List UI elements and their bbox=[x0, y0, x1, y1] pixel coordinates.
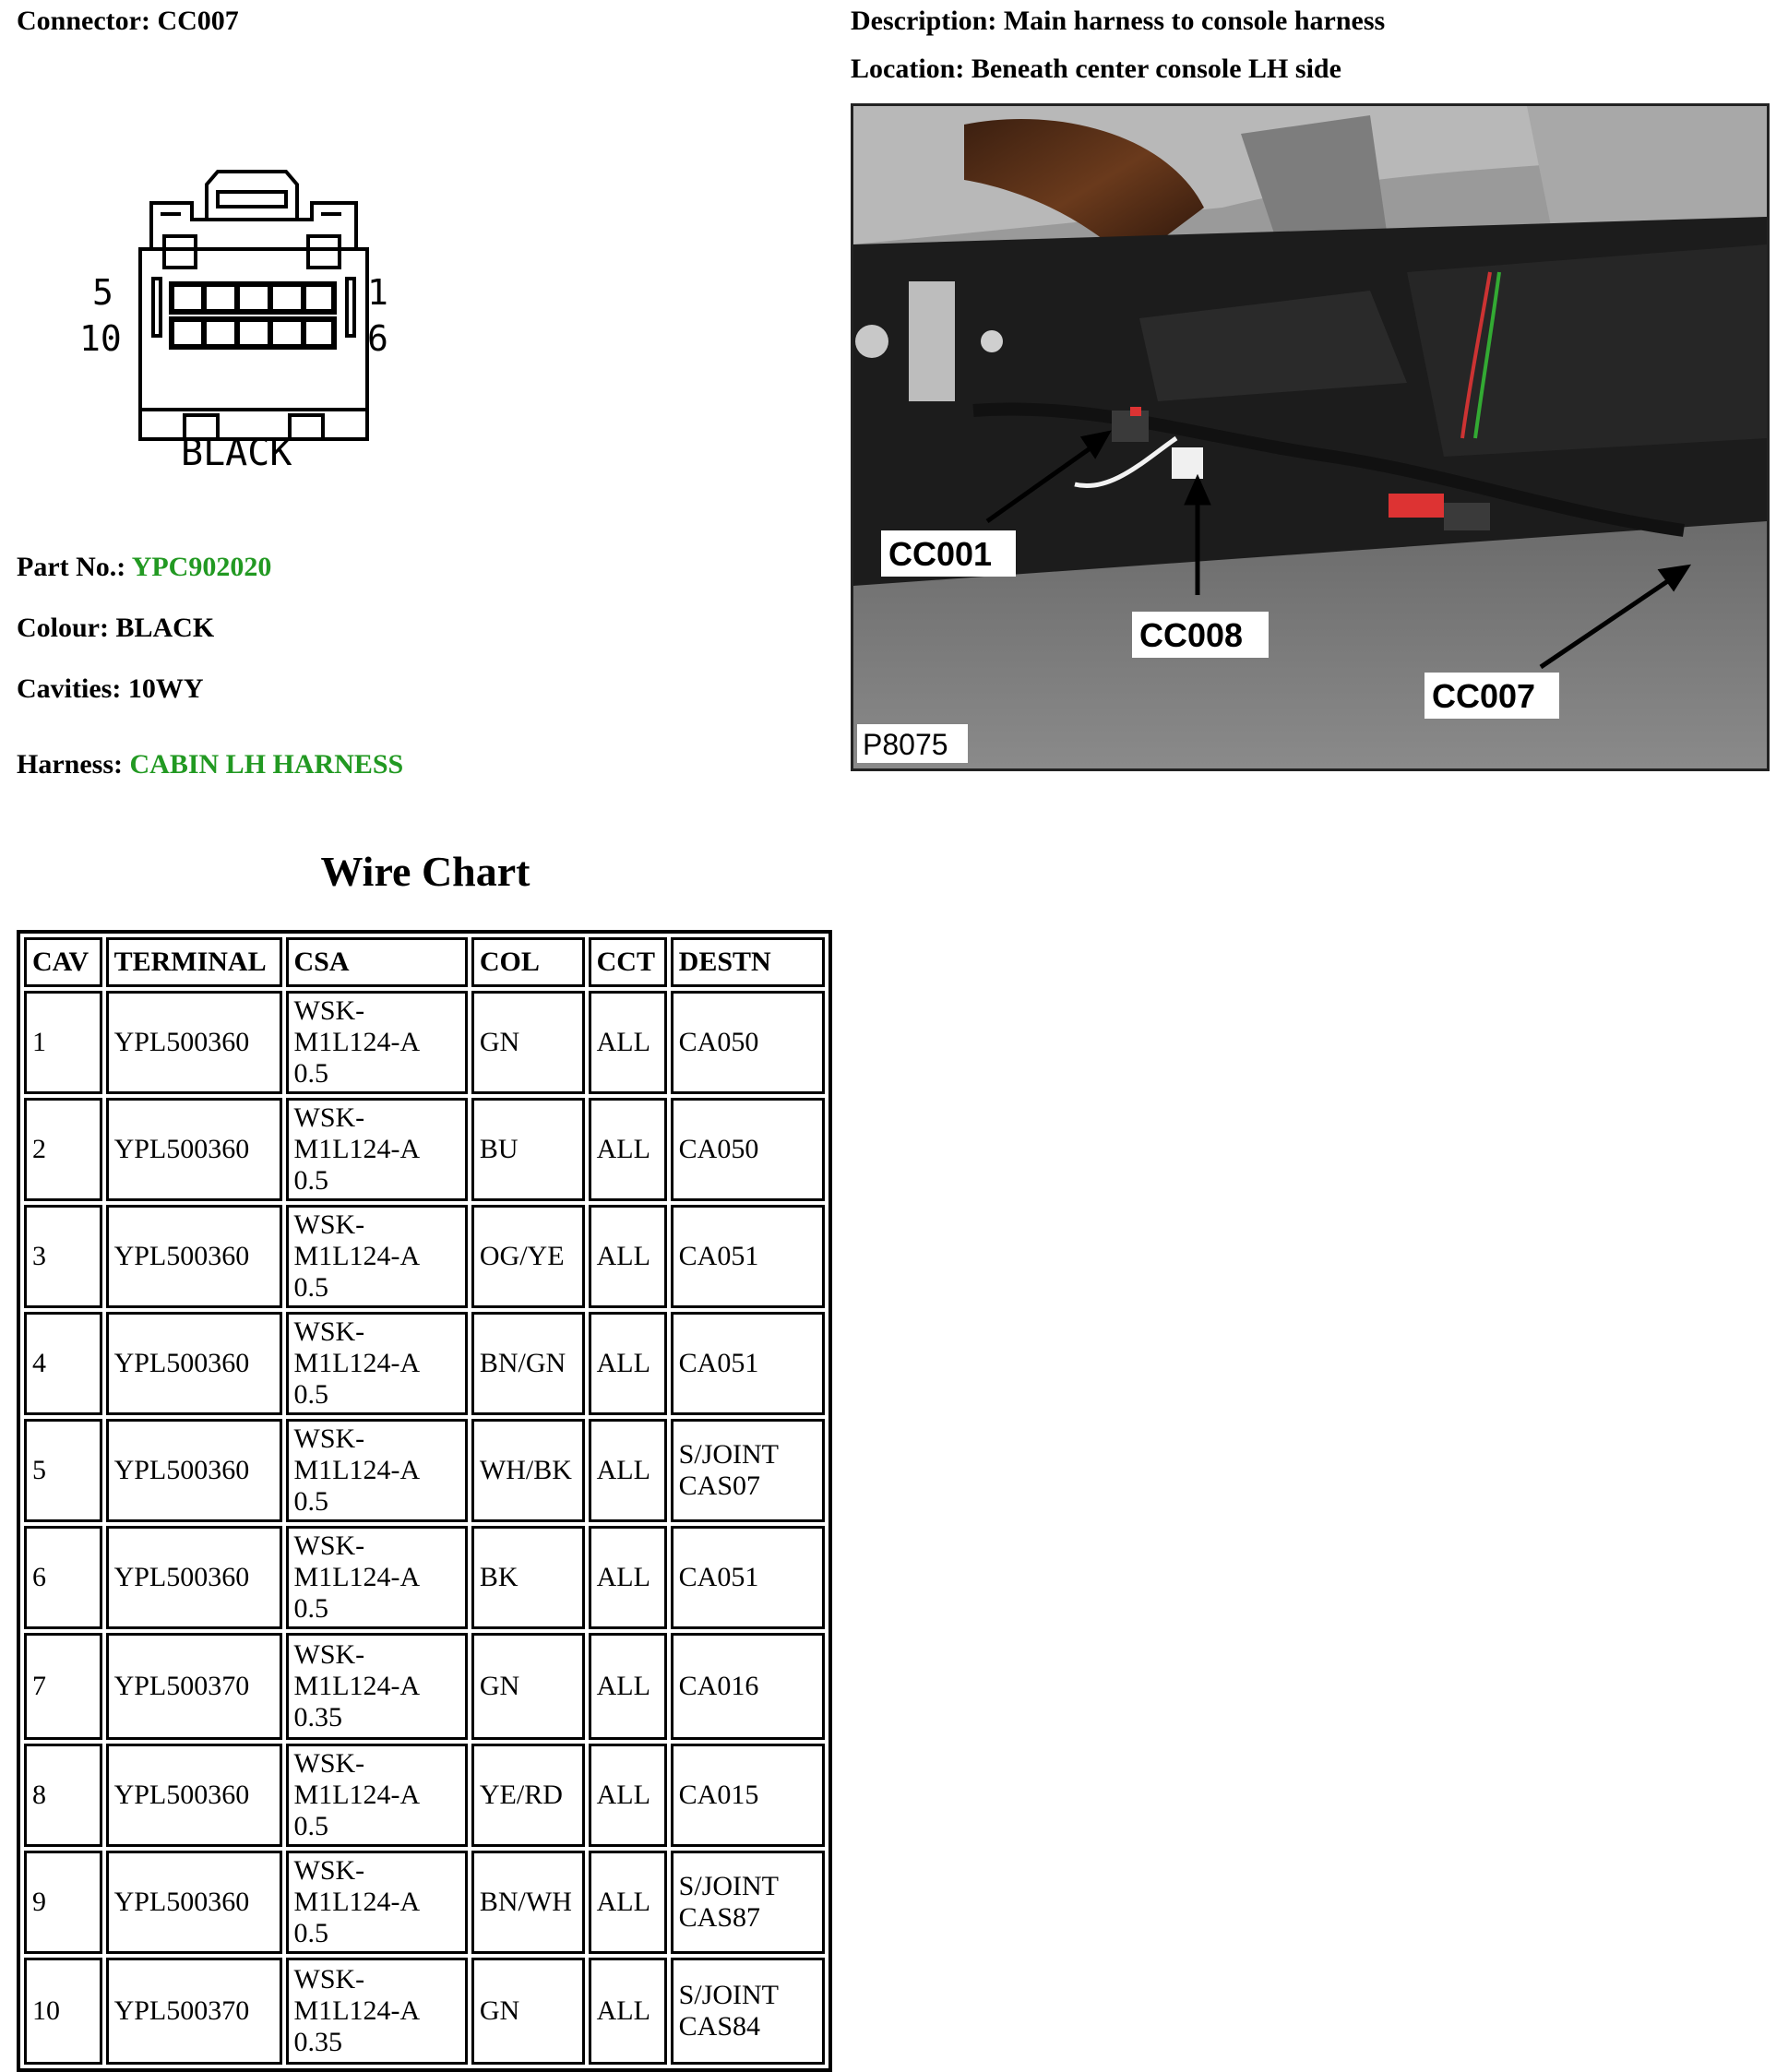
cell-col: GN bbox=[471, 1958, 585, 2065]
harness-link[interactable]: CABIN LH HARNESS bbox=[129, 749, 404, 780]
part-number-line bbox=[17, 552, 271, 583]
cell-csa: WSK-M1L124-A 0.5 bbox=[286, 1526, 468, 1629]
cell-terminal: YPL500360 bbox=[106, 991, 282, 1094]
description-line bbox=[851, 6, 1385, 37]
cell-csa: WSK-M1L124-A 0.5 bbox=[286, 1419, 468, 1522]
cell-terminal: YPL500360 bbox=[106, 1744, 282, 1847]
cell-csa: WSK-M1L124-A 0.5 bbox=[286, 1098, 468, 1201]
cell-cct: ALL bbox=[589, 1419, 667, 1522]
cell-terminal: YPL500360 bbox=[106, 1312, 282, 1415]
cell-cct: ALL bbox=[589, 1098, 667, 1201]
cell-cct: ALL bbox=[589, 1312, 667, 1415]
colour-value: BLACK bbox=[115, 613, 215, 643]
harness-label: Harness: bbox=[17, 749, 123, 780]
cell-destn: CA016 bbox=[671, 1633, 825, 1740]
cell-cav: 4 bbox=[24, 1312, 102, 1415]
cell-cav: 3 bbox=[24, 1205, 102, 1308]
connector-value: CC007 bbox=[157, 6, 239, 36]
table-row bbox=[24, 1205, 825, 1308]
cell-cct: ALL bbox=[589, 1744, 667, 1847]
cell-cct: ALL bbox=[589, 1851, 667, 1954]
cell-cct: ALL bbox=[589, 991, 667, 1094]
cell-terminal: YPL500360 bbox=[106, 1098, 282, 1201]
part-number-label: Part No.: bbox=[17, 552, 126, 582]
harness-line bbox=[17, 749, 403, 780]
table-row bbox=[24, 991, 825, 1094]
cell-csa: WSK-M1L124-A 0.5 bbox=[286, 1744, 468, 1847]
table-row bbox=[24, 1633, 825, 1740]
header-cav: CAV bbox=[24, 937, 102, 987]
cell-col: BK bbox=[471, 1526, 585, 1629]
colour-label: Colour: bbox=[17, 613, 109, 643]
cell-csa: WSK-M1L124-A 0.5 bbox=[286, 1851, 468, 1954]
pin-label-1: 1 bbox=[367, 272, 388, 313]
cell-col: WH/BK bbox=[471, 1419, 585, 1522]
colour-line bbox=[17, 613, 214, 644]
part-number-link[interactable]: YPC902020 bbox=[131, 552, 272, 582]
cell-cav: 8 bbox=[24, 1744, 102, 1847]
connector-diagram bbox=[72, 148, 404, 489]
wire-chart-table bbox=[17, 930, 832, 2072]
header-col: COL bbox=[471, 937, 585, 987]
wire-chart-title: Wire Chart bbox=[320, 848, 530, 895]
cell-cav: 10 bbox=[24, 1958, 102, 2065]
table-row bbox=[24, 1526, 825, 1629]
callout-cc008: CC008 bbox=[1139, 616, 1244, 654]
connector-face-drawing bbox=[72, 148, 404, 489]
cell-csa: WSK-M1L124-A 0.35 bbox=[286, 1633, 468, 1740]
cell-cct: ALL bbox=[589, 1633, 667, 1740]
cell-cav: 7 bbox=[24, 1633, 102, 1740]
cell-cav: 9 bbox=[24, 1851, 102, 1954]
callout-cc001: CC001 bbox=[888, 535, 993, 573]
table-row bbox=[24, 1419, 825, 1522]
header-cct: CCT bbox=[589, 937, 667, 987]
cell-destn: S/JOINT CAS87 bbox=[671, 1851, 825, 1954]
connector-line bbox=[17, 6, 239, 37]
cell-terminal: YPL500360 bbox=[106, 1851, 282, 1954]
cell-csa: WSK-M1L124-A 0.35 bbox=[286, 1958, 468, 2065]
description-label: Description: bbox=[851, 6, 997, 36]
description-value: Main harness to console harness bbox=[1003, 6, 1386, 36]
table-row bbox=[24, 1744, 825, 1847]
diagram-color-caption: BLACK bbox=[181, 432, 292, 474]
cell-col: BN/WH bbox=[471, 1851, 585, 1954]
header-csa: CSA bbox=[286, 937, 468, 987]
table-header-row bbox=[24, 937, 825, 987]
cell-terminal: YPL500360 bbox=[106, 1419, 282, 1522]
cell-col: GN bbox=[471, 991, 585, 1094]
cell-csa: WSK-M1L124-A 0.5 bbox=[286, 991, 468, 1094]
pin-label-6: 6 bbox=[367, 318, 388, 359]
cell-col: BN/GN bbox=[471, 1312, 585, 1415]
cell-csa: WSK-M1L124-A 0.5 bbox=[286, 1205, 468, 1308]
cell-destn: CA051 bbox=[671, 1312, 825, 1415]
cell-cav: 1 bbox=[24, 991, 102, 1094]
cell-cav: 5 bbox=[24, 1419, 102, 1522]
table-row bbox=[24, 1312, 825, 1415]
cell-destn: CA050 bbox=[671, 991, 825, 1094]
cavities-line bbox=[17, 673, 203, 705]
cell-destn: CA050 bbox=[671, 1098, 825, 1201]
header-destn: DESTN bbox=[671, 937, 825, 987]
pin-label-10: 10 bbox=[79, 318, 122, 359]
cavities-label: Cavities: bbox=[17, 673, 122, 704]
connector-label: Connector: bbox=[17, 6, 150, 36]
table-row bbox=[24, 1958, 825, 2065]
location-line bbox=[851, 54, 1341, 85]
cell-destn: CA051 bbox=[671, 1205, 825, 1308]
cell-col: GN bbox=[471, 1633, 585, 1740]
cell-terminal: YPL500360 bbox=[106, 1526, 282, 1629]
cell-destn: S/JOINT CAS07 bbox=[671, 1419, 825, 1522]
cell-col: OG/YE bbox=[471, 1205, 585, 1308]
cell-cct: ALL bbox=[589, 1526, 667, 1629]
location-label: Location: bbox=[851, 54, 965, 84]
cell-destn: S/JOINT CAS84 bbox=[671, 1958, 825, 2065]
cell-col: YE/RD bbox=[471, 1744, 585, 1847]
pin-label-5: 5 bbox=[92, 272, 113, 313]
table-row bbox=[24, 1851, 825, 1954]
cell-terminal: YPL500370 bbox=[106, 1958, 282, 2065]
cell-cct: ALL bbox=[589, 1958, 667, 2065]
figure-code: P8075 bbox=[863, 728, 948, 761]
cell-cct: ALL bbox=[589, 1205, 667, 1308]
location-photo-drawing bbox=[853, 106, 1767, 768]
cell-cav: 2 bbox=[24, 1098, 102, 1201]
cavities-value: 10WY bbox=[127, 673, 204, 704]
location-value: Beneath center console LH side bbox=[971, 54, 1341, 84]
cell-terminal: YPL500370 bbox=[106, 1633, 282, 1740]
cell-csa: WSK-M1L124-A 0.5 bbox=[286, 1312, 468, 1415]
table-row bbox=[24, 1098, 825, 1201]
cell-destn: CA051 bbox=[671, 1526, 825, 1629]
cell-cav: 6 bbox=[24, 1526, 102, 1629]
location-photo bbox=[851, 103, 1770, 771]
cell-terminal: YPL500360 bbox=[106, 1205, 282, 1308]
callout-cc007: CC007 bbox=[1432, 677, 1536, 715]
header-terminal: TERMINAL bbox=[106, 937, 282, 987]
cell-col: BU bbox=[471, 1098, 585, 1201]
cell-destn: CA015 bbox=[671, 1744, 825, 1847]
